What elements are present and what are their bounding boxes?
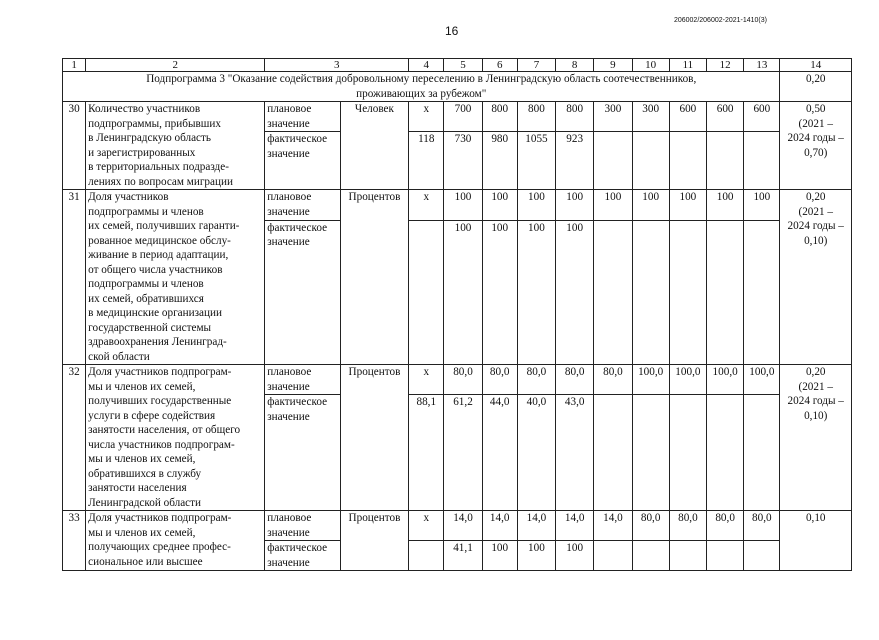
plan-value: 300 [632, 102, 669, 132]
indicator-row-plan [63, 365, 852, 395]
fact-value: 100 [482, 220, 517, 364]
indicator-description [86, 511, 265, 571]
description-line: живание в период адаптации, [88, 249, 229, 261]
label-line: значение [267, 205, 310, 218]
weight-line: 0,50 [805, 103, 826, 115]
fact-value [632, 541, 669, 571]
column-header: 9 [594, 59, 632, 72]
weight-line: 2024 годы – [787, 395, 844, 407]
plan-value: 100 [594, 190, 632, 221]
weight-line: (2021 – [798, 380, 833, 393]
fact-value: 118 [409, 132, 444, 190]
fact-value: 41,1 [444, 541, 482, 571]
description-line: мы и членов их семей, [88, 526, 196, 539]
fact-value: 40,0 [517, 395, 555, 511]
label-line: плановое [267, 103, 312, 115]
fact-value: 100 [482, 541, 517, 571]
description-line: их семей, получивших гаранти- [88, 220, 240, 232]
weight-line: (2021 – [798, 205, 833, 218]
column-header: 8 [556, 59, 594, 72]
plan-value: 80,0 [517, 365, 555, 395]
column-header: 6 [482, 59, 517, 72]
description-line: Доля участников [88, 191, 169, 203]
subprogram-row [63, 72, 852, 102]
subprogram-weight: 0,20 [780, 72, 852, 102]
column-header: 10 [632, 59, 669, 72]
plan-value: 100 [556, 190, 594, 221]
weight-line: 0,10) [804, 409, 828, 422]
plan-value: 14,0 [517, 511, 555, 541]
page-number: 16 [445, 24, 459, 38]
plan-value: 14,0 [444, 511, 482, 541]
fact-value [594, 132, 632, 190]
plan-label [265, 365, 340, 395]
fact-value [669, 541, 706, 571]
unit: Человек [340, 102, 408, 190]
label-line: значение [267, 147, 310, 160]
description-line: подпрограммы и членов [88, 205, 204, 218]
plan-value: 14,0 [482, 511, 517, 541]
header-row [63, 59, 852, 72]
fact-value: 980 [482, 132, 517, 190]
label-line: фактическое [267, 396, 328, 408]
fact-value [669, 395, 706, 511]
subprogram-title-line: проживающих за рубежом" [356, 87, 487, 100]
plan-value: 80,0 [594, 365, 632, 395]
fact-label [265, 132, 340, 190]
plan-label [265, 102, 340, 132]
plan-value: x [409, 102, 444, 132]
plan-value: 80,0 [482, 365, 517, 395]
label-line: фактическое [267, 133, 328, 145]
description-line: получивших государственные [88, 395, 232, 407]
label-line: фактическое [267, 221, 328, 234]
plan-value: 800 [556, 102, 594, 132]
description-line: Ленинградской области [88, 496, 202, 509]
fact-value: 100 [517, 220, 555, 364]
plan-value: 800 [482, 102, 517, 132]
column-header: 1 [63, 59, 86, 72]
fact-value [594, 395, 632, 511]
description-line: услуги в сфере содействия [88, 409, 216, 422]
fact-value [744, 541, 780, 571]
label-line: плановое [267, 191, 312, 203]
description-line: мы и членов их семей, [88, 380, 196, 393]
fact-value: 100 [444, 220, 482, 364]
description-line: в медицинские организации [88, 307, 222, 319]
plan-value: 80,0 [744, 511, 780, 541]
fact-value [669, 132, 706, 190]
description-line: занятости населения, от общего [88, 424, 241, 436]
indicator-weight [780, 365, 852, 511]
plan-value: x [409, 190, 444, 221]
plan-value: x [409, 511, 444, 541]
label-line: фактическое [267, 542, 328, 554]
plan-value: 300 [594, 102, 632, 132]
fact-value [707, 541, 744, 571]
plan-value: 100 [744, 190, 780, 221]
indicators-table [62, 58, 852, 571]
description-line: в территориальных подразде- [88, 161, 229, 173]
description-line: лениях по вопросам миграции [88, 175, 233, 188]
description-line: сиональное или высшее [88, 555, 203, 568]
indicator-description [86, 102, 265, 190]
indicator-row-plan [63, 190, 852, 221]
plan-value: 100 [707, 190, 744, 221]
fact-value [594, 220, 632, 364]
fact-value [632, 395, 669, 511]
weight-line: 0,70) [804, 146, 828, 159]
plan-value: 600 [744, 102, 780, 132]
column-header: 13 [744, 59, 780, 72]
row-number: 31 [63, 190, 86, 365]
weight-line: 2024 годы – [787, 220, 844, 232]
plan-value: 100 [669, 190, 706, 221]
description-line: и зарегистрированных [88, 146, 196, 159]
row-number: 30 [63, 102, 86, 190]
column-header: 12 [707, 59, 744, 72]
plan-value: 80,0 [707, 511, 744, 541]
plan-label [265, 511, 340, 541]
plan-value: 600 [669, 102, 706, 132]
fact-value [744, 132, 780, 190]
plan-value: 100 [444, 190, 482, 221]
fact-value [632, 220, 669, 364]
weight-line: 0,10) [804, 234, 828, 247]
fact-label [265, 395, 340, 511]
plan-value: 14,0 [556, 511, 594, 541]
description-line: рованное медицинское обслу- [88, 234, 231, 247]
plan-value: 800 [517, 102, 555, 132]
document-code: 206002/206002-2021-1410(3) [673, 17, 767, 24]
description-line: получающих среднее профес- [88, 541, 231, 553]
label-line: значение [267, 410, 310, 423]
fact-value: 61,2 [444, 395, 482, 511]
fact-value: 44,0 [482, 395, 517, 511]
plan-value: 100,0 [632, 365, 669, 395]
plan-value: 100,0 [707, 365, 744, 395]
label-line: значение [267, 380, 310, 393]
description-line: государственной системы [88, 321, 212, 334]
plan-value: x [409, 365, 444, 395]
indicator-weight [780, 102, 852, 190]
fact-value [744, 395, 780, 511]
plan-value: 80,0 [632, 511, 669, 541]
fact-value [669, 220, 706, 364]
description-line: здравоохранения Ленинград- [88, 336, 227, 348]
description-line: Доля участников подпрограм- [88, 512, 232, 524]
description-line: их семей, обратившихся [88, 292, 204, 305]
column-header: 14 [780, 59, 852, 72]
description-line: обратившихся в службу [88, 467, 202, 480]
label-line: плановое [267, 366, 312, 378]
unit: Процентов [340, 190, 408, 365]
label-line: плановое [267, 512, 312, 524]
plan-value: 80,0 [556, 365, 594, 395]
column-header: 7 [517, 59, 555, 72]
fact-value: 100 [556, 220, 594, 364]
indicator-row-plan [63, 511, 852, 541]
column-header: 11 [669, 59, 706, 72]
description-line: Доля участников подпрограм- [88, 366, 232, 378]
plan-value: 100 [632, 190, 669, 221]
column-header: 4 [409, 59, 444, 72]
fact-value [707, 395, 744, 511]
weight-line: 0,20 [805, 191, 826, 203]
description-line: ской области [88, 350, 150, 363]
plan-value: 100 [517, 190, 555, 221]
row-number: 32 [63, 365, 86, 511]
indicator-description [86, 190, 265, 365]
description-line: Количество участников [88, 103, 201, 115]
label-line: значение [267, 556, 310, 569]
fact-value: 730 [444, 132, 482, 190]
plan-value: 100 [482, 190, 517, 221]
unit: Процентов [340, 511, 408, 571]
description-line: подпрограммы, прибывших [88, 117, 221, 130]
plan-value: 14,0 [594, 511, 632, 541]
subprogram-title [63, 72, 780, 102]
description-line: занятости населения [88, 482, 187, 494]
column-header: 5 [444, 59, 482, 72]
label-line: значение [267, 526, 310, 539]
fact-value [707, 220, 744, 364]
fact-value: 100 [517, 541, 555, 571]
description-line: от общего числа участников [88, 263, 223, 276]
weight-line: 0,20 [805, 366, 826, 378]
weight-line: 2024 годы – [787, 132, 844, 144]
column-header: 3 [265, 59, 409, 72]
label-line: значение [267, 236, 310, 249]
column-header: 2 [86, 59, 265, 72]
fact-value [409, 220, 444, 364]
fact-value: 88,1 [409, 395, 444, 511]
fact-value [707, 132, 744, 190]
indicator-row-plan [63, 102, 852, 132]
plan-label [265, 190, 340, 221]
fact-value: 1055 [517, 132, 555, 190]
unit: Процентов [340, 365, 408, 511]
plan-value: 80,0 [669, 511, 706, 541]
fact-value: 100 [556, 541, 594, 571]
fact-value [744, 220, 780, 364]
fact-label [265, 220, 340, 364]
indicator-description [86, 365, 265, 511]
plan-value: 700 [444, 102, 482, 132]
fact-label [265, 541, 340, 571]
weight-line: (2021 – [798, 117, 833, 130]
description-line: подпрограммы и членов [88, 278, 204, 290]
indicator-weight [780, 511, 852, 571]
description-line: числа участников подпрограм- [88, 438, 235, 451]
row-number: 33 [63, 511, 86, 571]
plan-value: 100,0 [669, 365, 706, 395]
weight-line: 0,10 [805, 512, 826, 524]
fact-value [594, 541, 632, 571]
indicator-weight [780, 190, 852, 365]
description-line: мы и членов их семей, [88, 453, 196, 465]
fact-value: 923 [556, 132, 594, 190]
label-line: значение [267, 117, 310, 130]
plan-value: 100,0 [744, 365, 780, 395]
fact-value [632, 132, 669, 190]
description-line: в Ленинградскую область [88, 132, 212, 144]
plan-value: 80,0 [444, 365, 482, 395]
subprogram-title-line: Подпрограмма 3 "Оказание содействия добровольному переселению в Ленинградскую область соотечественников, [146, 73, 697, 85]
plan-value: 600 [707, 102, 744, 132]
fact-value [409, 541, 444, 571]
fact-value: 43,0 [556, 395, 594, 511]
